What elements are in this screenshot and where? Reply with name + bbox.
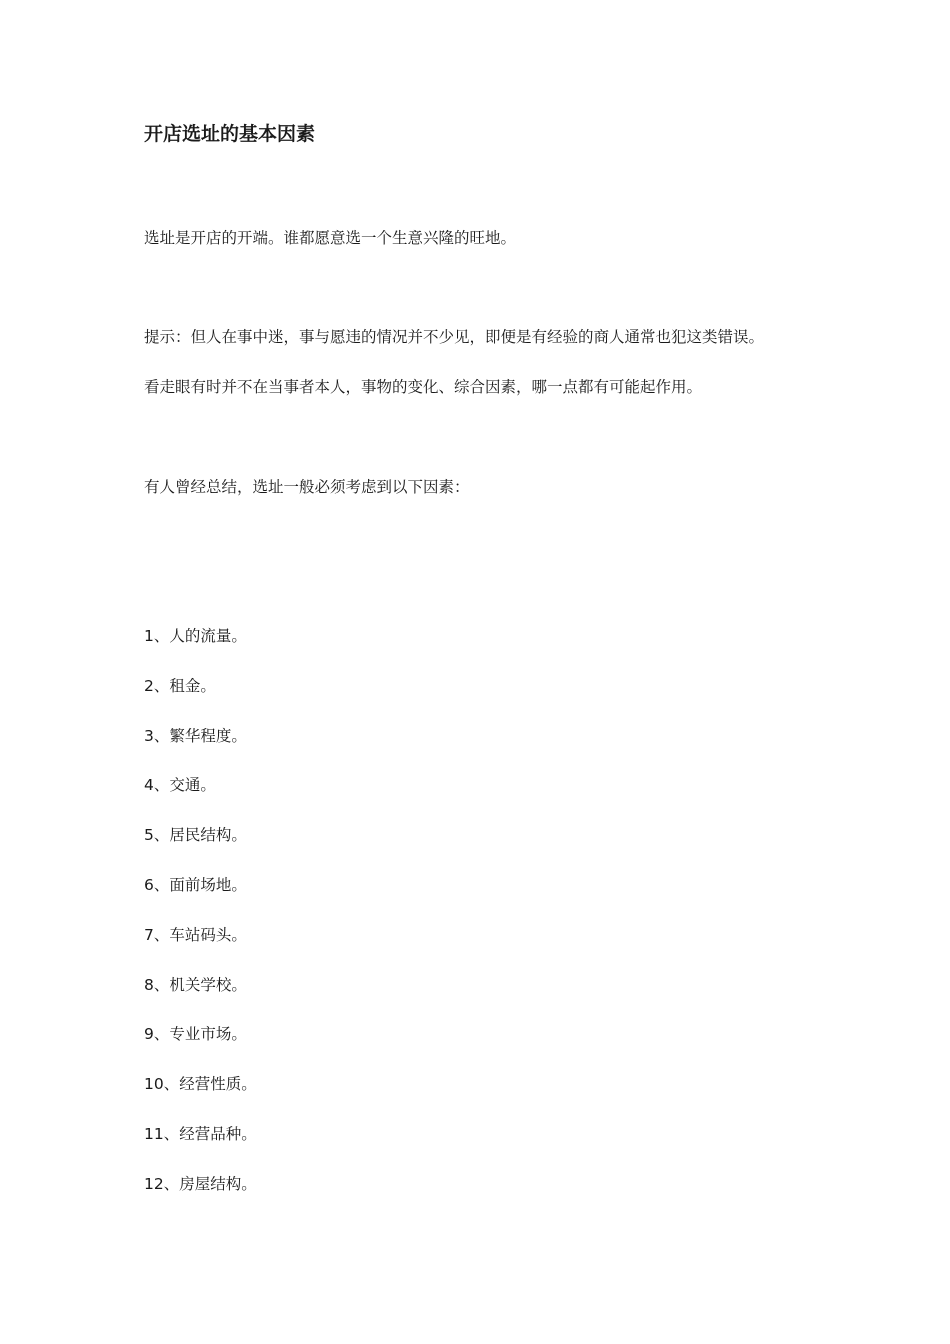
intro-paragraph: 选址是开店的开端。谁都愿意选一个生意兴隆的旺地。 — [144, 229, 517, 247]
factor-list — [144, 625, 257, 1223]
factor-item: 3、繁华程度。 — [144, 726, 247, 745]
factor-item: 7、车站码头。 — [144, 925, 247, 944]
factor-item: 9、专业市场。 — [144, 1025, 247, 1044]
factor-item: 8、机关学校。 — [144, 975, 247, 994]
factor-item: 5、居民结构。 — [144, 826, 247, 845]
factor-item: 4、交通。 — [144, 776, 216, 795]
factor-item: 11、经营品种。 — [144, 1124, 257, 1143]
tip-paragraph-line-2: 看走眼有时并不在当事者本人，事物的变化、综合因素，哪一点都有可能起作用。 — [144, 378, 703, 396]
factor-item: 10、经营性质。 — [144, 1075, 257, 1094]
document-title: 开店选址的基本因素 — [144, 123, 316, 145]
factor-item: 12、房屋结构。 — [144, 1174, 257, 1193]
factor-item: 6、面前场地。 — [144, 875, 247, 894]
summary-paragraph: 有人曾经总结，选址一般必须考虑到以下因素： — [144, 478, 470, 496]
factor-item: 1、人的流量。 — [144, 627, 247, 645]
tip-paragraph-line-1: 提示：但人在事中迷，事与愿违的情况并不少见，即便是有经验的商人通常也犯这类错误。 — [144, 328, 765, 346]
factor-item: 2、租金。 — [144, 676, 216, 695]
